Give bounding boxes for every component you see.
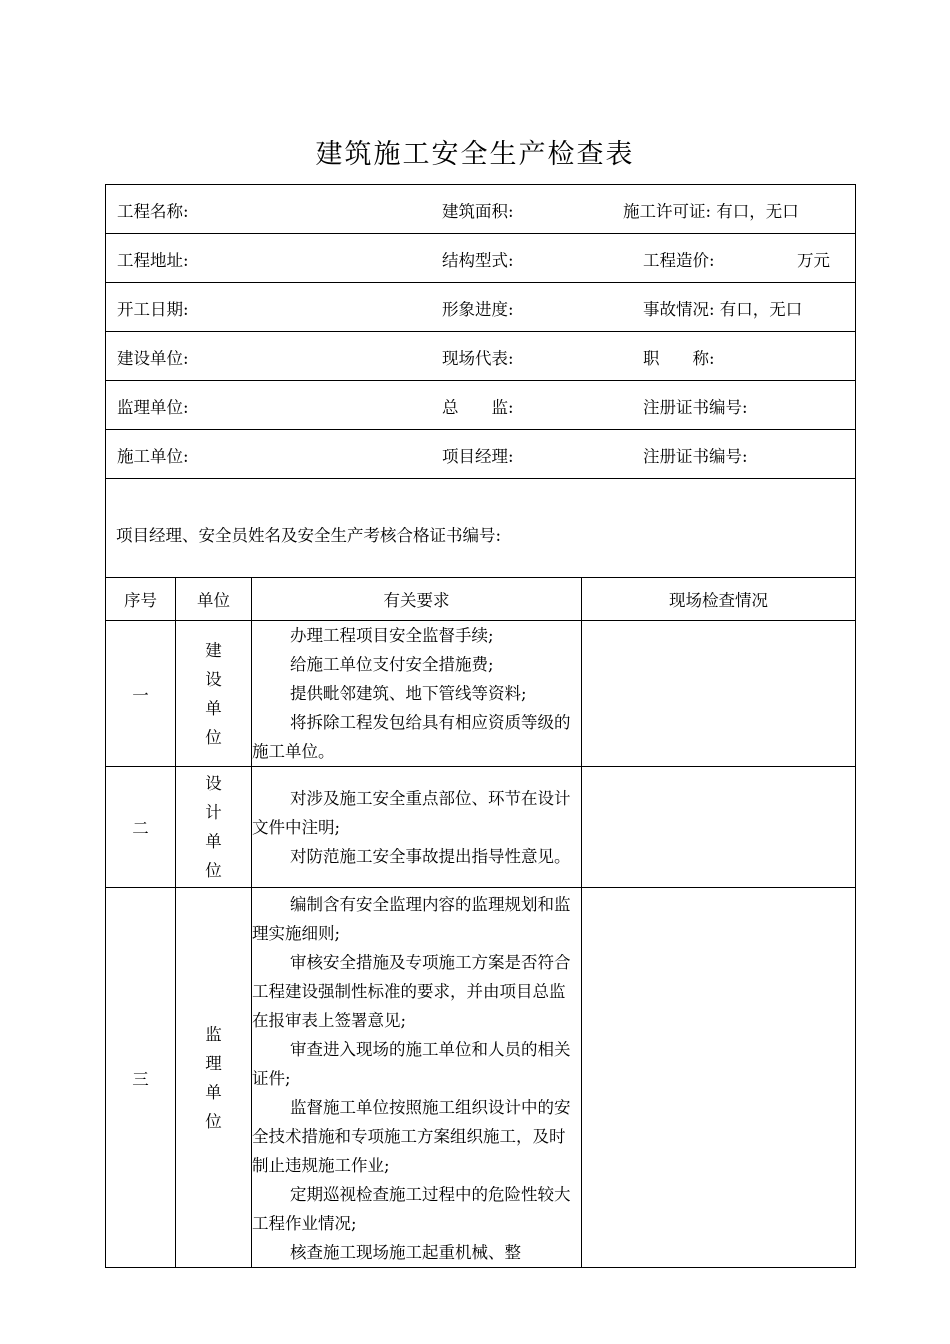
- building-area-label: 建筑面积:: [442, 202, 514, 221]
- row-site-check-cell[interactable]: [582, 621, 856, 767]
- supervisor-cert-label: 注册证书编号:: [643, 398, 748, 417]
- unit-char: 计: [205, 803, 222, 822]
- requirement-item: 对防范施工安全事故提出指导性意见。: [290, 846, 571, 866]
- permit-label: 施工许可证: 有口，无口: [623, 202, 799, 221]
- title-label: 职 称:: [643, 349, 715, 368]
- row-site-check-cell[interactable]: [582, 767, 856, 888]
- table-row: [106, 888, 856, 1268]
- project-cost-label: 工程造价:: [643, 251, 715, 270]
- row-site-check-cell[interactable]: [582, 888, 856, 1268]
- cost-unit-label: 万元: [797, 251, 830, 270]
- row-seq: 三: [106, 888, 176, 1268]
- info-row-project-address: [106, 234, 856, 283]
- requirement-item: 给施工单位支付安全措施费;: [290, 655, 494, 674]
- row-unit: [176, 888, 252, 1268]
- requirement-item: 监督施工单位按照施工组织设计中的安全技术措施和专项施工方案组织施工，及时制止违规施工作业;: [252, 1098, 571, 1175]
- accident-label: 事故情况: 有口，无口: [643, 300, 803, 319]
- contractor-unit-label: 施工单位:: [117, 447, 189, 466]
- row-requirements: [252, 767, 582, 888]
- inspection-table: [105, 184, 856, 1268]
- start-date-label: 开工日期:: [117, 300, 189, 319]
- info-row-start-date: [106, 283, 856, 332]
- table-row: [106, 621, 856, 767]
- unit-char: 位: [205, 727, 222, 747]
- requirement-item: 对涉及施工安全重点部位、环节在设计文件中注明;: [252, 788, 571, 837]
- page-title: 建筑施工安全生产检查表: [315, 139, 635, 170]
- requirement-item: 审核安全措施及专项施工方案是否符合工程建设强制性标准的要求，并由项目总监在报审表上签署意见;: [252, 953, 571, 1030]
- requirement-item: 核查施工现场施工起重机械、整: [290, 1243, 521, 1262]
- site-rep-label: 现场代表:: [442, 349, 514, 368]
- project-address-label: 工程地址:: [117, 251, 189, 270]
- unit-char: 设: [205, 669, 222, 689]
- chief-supervisor-label: 总 监:: [442, 398, 514, 417]
- personnel-note: 项目经理、安全员姓名及安全生产考核合格证书编号:: [116, 525, 502, 545]
- unit-char: 理: [205, 1053, 222, 1073]
- row-requirements: [252, 888, 582, 1268]
- requirement-item: 审查进入现场的施工单位和人员的相关证件;: [252, 1040, 571, 1088]
- personnel-note-row: [106, 479, 856, 578]
- manager-cert-label: 注册证书编号:: [643, 447, 748, 466]
- row-seq: 二: [106, 767, 176, 888]
- header-unit: 单位: [176, 578, 252, 621]
- row-unit: [176, 621, 252, 767]
- header-seq: 序号: [106, 578, 176, 621]
- info-row-owner: [106, 332, 856, 381]
- requirement-item: 定期巡视检查施工过程中的危险性较大工程作业情况;: [252, 1185, 571, 1233]
- unit-char: 单: [205, 1082, 222, 1102]
- row-seq: 一: [106, 621, 176, 767]
- table-row: [106, 767, 856, 888]
- unit-char: 位: [205, 861, 222, 880]
- unit-char: 单: [205, 698, 222, 718]
- header-requirements: 有关要求: [252, 578, 582, 621]
- header-site-check: 现场检查情况: [582, 578, 856, 621]
- info-row-contractor: [106, 430, 856, 479]
- unit-char: 位: [205, 1111, 222, 1131]
- unit-char: 监: [205, 1024, 222, 1044]
- info-row-supervisor: [106, 381, 856, 430]
- row-requirements: [252, 621, 582, 767]
- project-manager-label: 项目经理:: [442, 447, 514, 466]
- unit-char: 单: [205, 832, 222, 851]
- progress-label: 形象进度:: [442, 300, 514, 319]
- info-row-project-name: [106, 185, 856, 234]
- unit-char: 设: [205, 774, 222, 793]
- owner-unit-label: 建设单位:: [117, 349, 189, 368]
- structure-type-label: 结构型式:: [442, 251, 514, 270]
- requirement-item: 办理工程项目安全监督手续;: [290, 626, 494, 645]
- project-name-label: 工程名称:: [117, 202, 189, 221]
- supervisor-unit-label: 监理单位:: [117, 398, 189, 417]
- requirement-item: 将拆除工程发包给具有相应资质等级的施工单位。: [252, 713, 571, 761]
- row-unit: [176, 767, 252, 888]
- requirement-item: 提供毗邻建筑、地下管线等资料;: [290, 684, 527, 703]
- requirement-item: 编制含有安全监理内容的监理规划和监理实施细则;: [252, 895, 571, 943]
- table-header-row: [106, 578, 856, 621]
- unit-char: 建: [205, 640, 222, 660]
